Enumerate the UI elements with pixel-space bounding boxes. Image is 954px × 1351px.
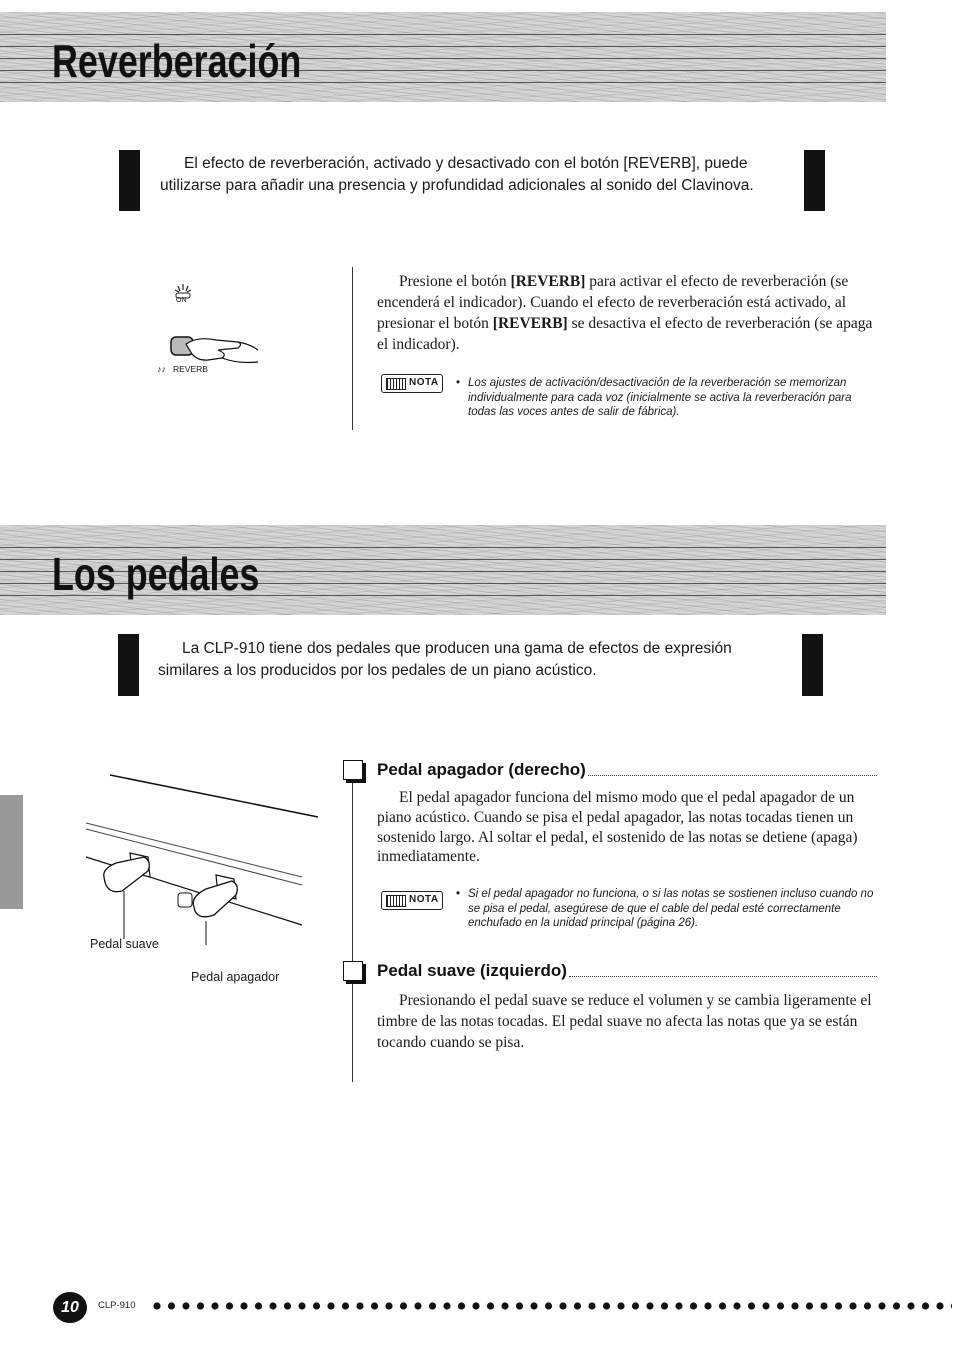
reverb-on-label: ON (176, 297, 187, 304)
soft-body: Presionando el pedal suave se reduce el volumen y se cambia ligeramente el timbre de las notas tocadas. El pedal suave no afecta las notas que ya se están tocando cuando se pisa. (377, 992, 872, 1051)
side-tab (0, 795, 23, 909)
caption-damper-pedal: Pedal apagador (191, 970, 280, 984)
reverb-on-indicator-icon (170, 282, 200, 308)
soft-heading-checkbox-icon (343, 961, 363, 981)
intro-bar-right (804, 150, 825, 211)
reverb-note: • Los ajustes de activación/desactivación de la reverberación se memorizan individualmente para cada voz (inicialmente se activa la reverberación para todas las voces antes de salir de fábrica). (456, 377, 852, 418)
intro-bar-right (802, 634, 823, 696)
reverb-body: Presione el botón [REVERB] para activar el efecto de reverberación (se encenderá el indicador). Cuando el efecto de reverberación está activado, al presionar el botón [REVERB] se desactiva el efecto de reverberación (se apaga el indicador). (377, 273, 873, 353)
section-title-reverb: Reverberación (52, 35, 302, 87)
reverb-button-label: REVERB (173, 364, 208, 374)
section-banner-reverb (0, 12, 886, 102)
section-banner-pedals (0, 525, 886, 615)
pedals-intro: La CLP-910 tiene dos pedales que producen una gama de efectos de expresión similares a los producidos por los pedales de un piano acústico. (158, 640, 732, 679)
damper-note: • Si el pedal apagador no funciona, o si las notas se sostienen incluso cuando no se pisa el pedal, asegúrese de que el cable del pedal esté correctamente enchufado en la unidad principal (página 26). (456, 888, 874, 929)
intro-bar-left (119, 150, 140, 211)
reverb-divider (352, 267, 353, 430)
page-number: 10 (53, 1292, 87, 1323)
reverb-note-icon: ♪♪ (157, 364, 166, 374)
reverb-figure (150, 280, 250, 380)
pedals-divider (352, 760, 353, 1082)
damper-heading: Pedal apagador (derecho) (377, 760, 877, 780)
intro-bar-left (118, 634, 139, 696)
keyboard-icon (386, 895, 406, 907)
footer-dot-line (152, 1300, 952, 1312)
keyboard-icon (386, 378, 406, 390)
caption-soft-pedal: Pedal suave (90, 937, 159, 951)
footer-model: CLP-910 (98, 1300, 136, 1311)
soft-heading: Pedal suave (izquierdo) (377, 961, 877, 981)
pedal-illustration (82, 765, 322, 945)
section-title-pedals: Los pedales (52, 548, 260, 600)
reverb-intro: El efecto de reverberación, activado y desactivado con el botón [REVERB], puede utilizarse para añadir una presencia y profundidad adicionales al sonido del Clavinova. (160, 155, 754, 194)
damper-note-badge: NOTA (381, 891, 443, 910)
reverb-note-badge: NOTA (381, 374, 443, 393)
damper-body: El pedal apagador funciona del mismo modo que el pedal apagador de un piano acústico. Cuando se pisa el pedal apagador, las notas tocadas tienen un sostenido largo. Al soltar el pedal, el sostenido de las notas se detiene (apaga) inmediatamente. (377, 789, 858, 866)
damper-heading-checkbox-icon (343, 760, 363, 780)
